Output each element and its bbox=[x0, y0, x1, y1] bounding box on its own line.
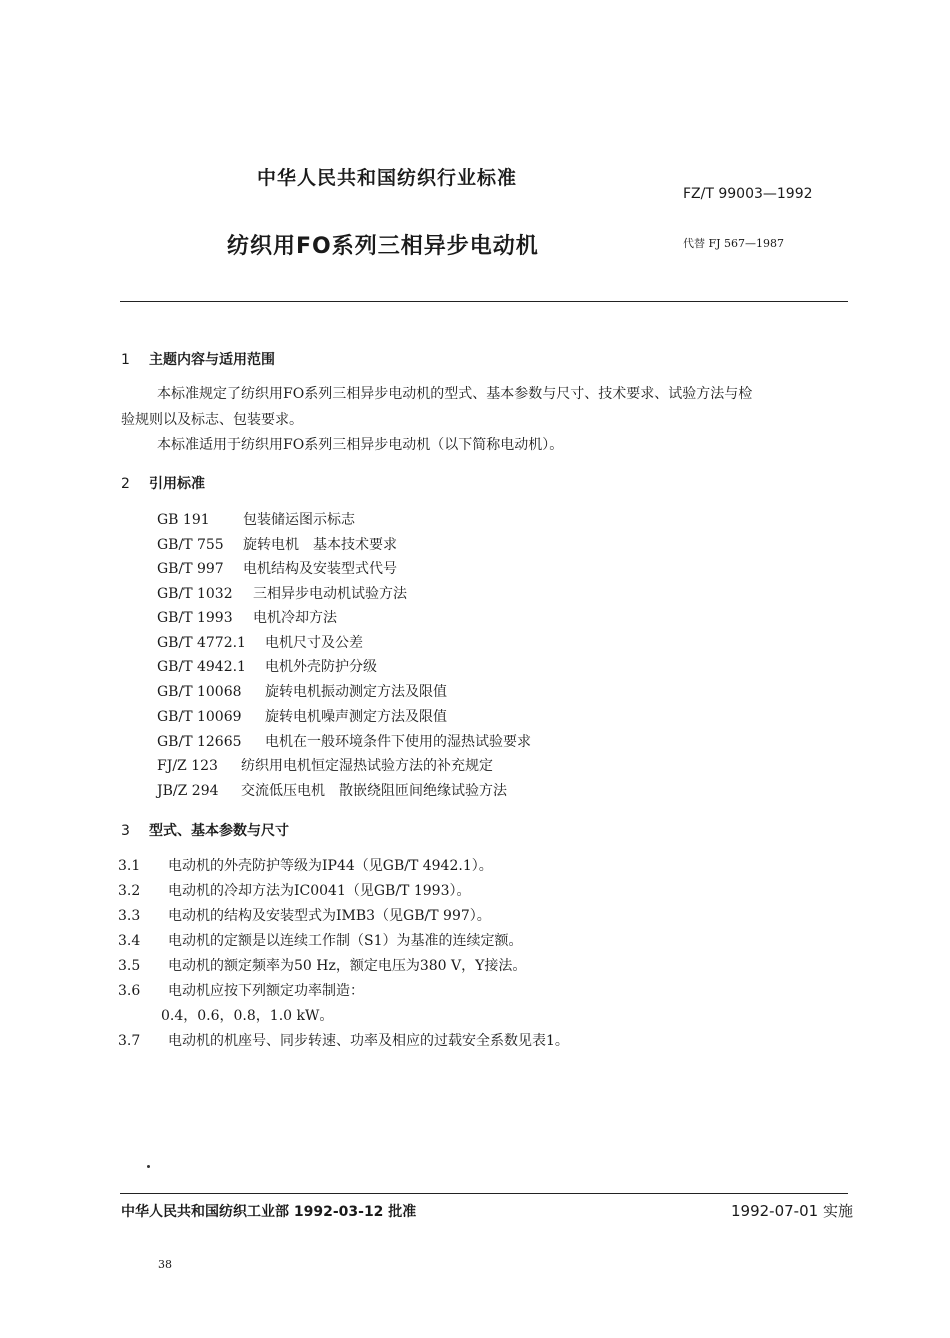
clause-3-4 bbox=[118, 930, 523, 950]
clause-number: 3.3 bbox=[118, 908, 141, 924]
clause-3-2 bbox=[118, 880, 470, 900]
clause-text: 电动机的冷却方法为IC0041（见GB/T 1993）。 bbox=[168, 883, 471, 899]
clause-3-1 bbox=[118, 855, 493, 875]
reference-title: 旋转电机 基本技术要求 bbox=[243, 537, 397, 553]
clause-text: 电动机的定额是以连续工作制（S1）为基准的连续定额。 bbox=[168, 933, 523, 949]
section-1-para-1-line-1: 本标准规定了纺织用FO系列三相异步电动机的型式、基本参数与尺寸、技术要求、试验方法与检 bbox=[157, 386, 753, 402]
reference-item bbox=[157, 706, 447, 726]
reference-code: GB/T 4942.1 bbox=[157, 659, 246, 675]
page-number: 38 bbox=[158, 1258, 172, 1271]
document-title: 纺织用FO系列三相异步电动机 bbox=[227, 234, 539, 259]
reference-item bbox=[157, 607, 337, 627]
reference-code: GB/T 1993 bbox=[157, 610, 233, 626]
issuing-organization: 中华人民共和国纺织行业标准 bbox=[257, 167, 518, 189]
reference-code: JB/Z 294 bbox=[157, 783, 219, 799]
reference-title: 旋转电机噪声测定方法及限值 bbox=[265, 709, 447, 725]
reference-item bbox=[157, 583, 407, 603]
reference-item bbox=[157, 534, 397, 554]
clause-text: 电动机的结构及安装型式为IMB3（见GB/T 997）。 bbox=[168, 908, 491, 924]
section-title: 主题内容与适用范围 bbox=[149, 352, 275, 368]
clause-number: 3.5 bbox=[118, 958, 141, 974]
reference-item bbox=[157, 731, 531, 751]
clause-text: 电动机的额定频率为50 Hz，额定电压为380 V，Y接法。 bbox=[168, 958, 527, 974]
section-2-heading bbox=[121, 473, 205, 493]
reference-item bbox=[157, 780, 507, 800]
clause-number: 3.7 bbox=[118, 1033, 141, 1049]
reference-title: 三相异步电动机试验方法 bbox=[253, 586, 407, 602]
reference-item bbox=[157, 558, 397, 578]
clause-3-6 bbox=[118, 980, 364, 1000]
clause-text: 电动机应按下列额定功率制造： bbox=[168, 983, 364, 999]
replaces-standard: 代替 FJ 567—1987 bbox=[683, 237, 785, 250]
scan-speck bbox=[147, 1165, 150, 1168]
clause-text: 电动机的机座号、同步转速、功率及相应的过载安全系数见表1。 bbox=[168, 1033, 569, 1049]
reference-item bbox=[157, 681, 447, 701]
section-1-para-1-line-2: 验规则以及标志、包装要求。 bbox=[121, 412, 303, 428]
section-number: 2 bbox=[121, 476, 130, 492]
rated-powers-list: 0.4，0.6，0.8，1.0 kW。 bbox=[161, 1008, 334, 1024]
reference-code: GB/T 755 bbox=[157, 537, 224, 553]
clause-number: 3.6 bbox=[118, 983, 141, 999]
reference-title: 电机尺寸及公差 bbox=[265, 635, 363, 651]
section-number: 3 bbox=[121, 823, 130, 839]
clause-3-7 bbox=[118, 1030, 569, 1050]
reference-code: GB/T 1032 bbox=[157, 586, 233, 602]
section-number: 1 bbox=[121, 352, 130, 368]
reference-title: 旋转电机振动测定方法及限值 bbox=[265, 684, 447, 700]
reference-title: 电机结构及安装型式代号 bbox=[243, 561, 397, 577]
clause-text: 电动机的外壳防护等级为IP44（见GB/T 4942.1）。 bbox=[168, 858, 493, 874]
reference-code: GB/T 4772.1 bbox=[157, 635, 246, 651]
reference-item bbox=[157, 656, 377, 676]
standard-code: FZ/T 99003—1992 bbox=[683, 186, 813, 202]
clause-number: 3.1 bbox=[118, 858, 141, 874]
reference-title: 交流低压电机 散嵌绕阻匝间绝缘试验方法 bbox=[241, 783, 507, 799]
reference-code: GB/T 10068 bbox=[157, 684, 242, 700]
footer-divider bbox=[120, 1193, 848, 1194]
reference-code: FJ/Z 123 bbox=[157, 758, 218, 774]
reference-code: GB/T 997 bbox=[157, 561, 224, 577]
reference-title: 电机在一般环境条件下使用的湿热试验要求 bbox=[265, 734, 531, 750]
section-title: 引用标准 bbox=[149, 476, 205, 492]
section-1-para-2: 本标准适用于纺织用FO系列三相异步电动机（以下简称电动机）。 bbox=[157, 437, 564, 453]
reference-item bbox=[157, 509, 355, 529]
reference-item bbox=[157, 632, 363, 652]
reference-code: GB 191 bbox=[157, 512, 210, 528]
clause-3-3 bbox=[118, 905, 491, 925]
approval-statement: 中华人民共和国纺织工业部 1992-03-12 批准 bbox=[121, 1204, 417, 1220]
clause-number: 3.2 bbox=[118, 883, 141, 899]
reference-title: 电机外壳防护分级 bbox=[265, 659, 377, 675]
reference-title: 包装储运图示标志 bbox=[243, 512, 355, 528]
clause-number: 3.4 bbox=[118, 933, 141, 949]
reference-title: 纺织用电机恒定湿热试验方法的补充规定 bbox=[241, 758, 493, 774]
section-3-heading bbox=[121, 820, 289, 840]
reference-code: GB/T 12665 bbox=[157, 734, 242, 750]
header-divider bbox=[120, 301, 848, 302]
effective-date: 1992-07-01 实施 bbox=[731, 1202, 853, 1220]
reference-item bbox=[157, 755, 493, 775]
section-title: 型式、基本参数与尺寸 bbox=[149, 823, 289, 839]
reference-title: 电机冷却方法 bbox=[253, 610, 337, 626]
reference-code: GB/T 10069 bbox=[157, 709, 242, 725]
section-1-heading bbox=[121, 349, 275, 369]
clause-3-5 bbox=[118, 955, 526, 975]
